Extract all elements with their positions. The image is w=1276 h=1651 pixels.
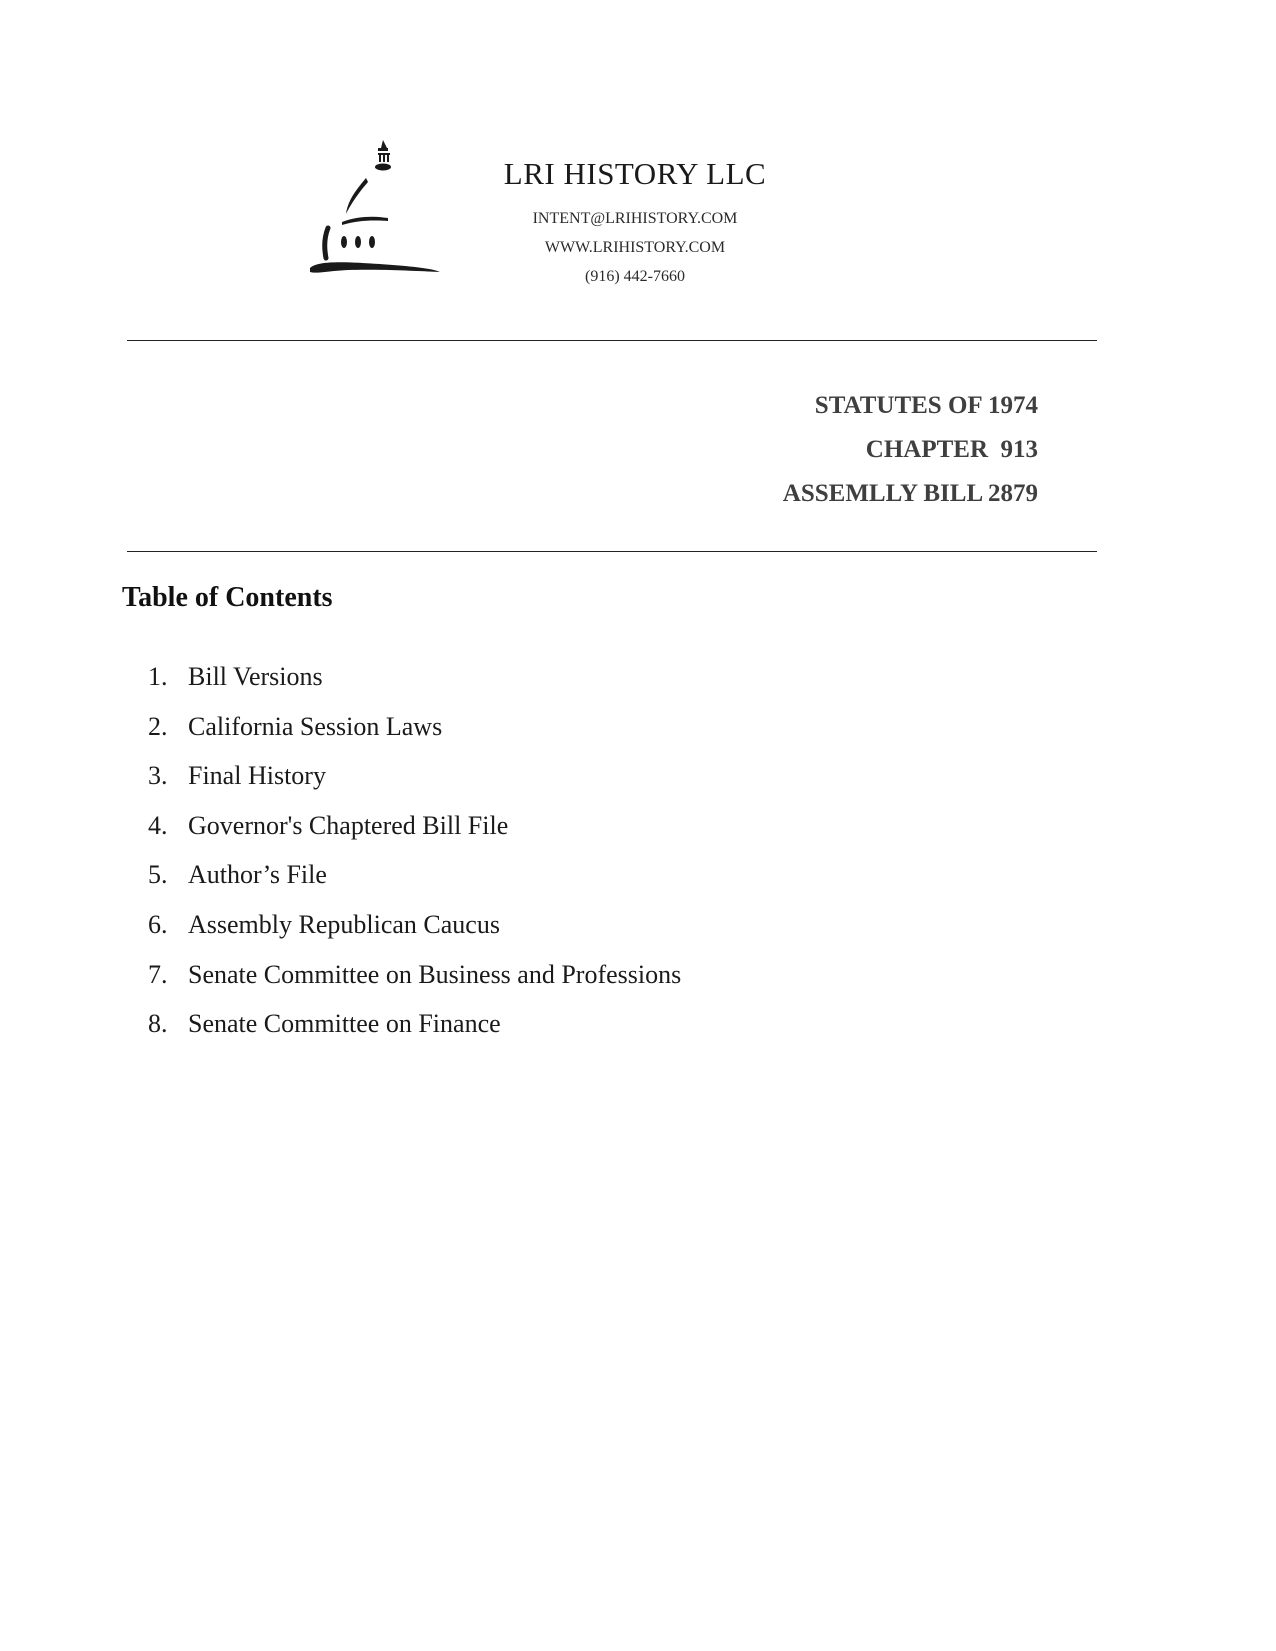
toc-item-number: 1.	[148, 662, 168, 691]
statute-divider	[127, 551, 1097, 552]
toc-item-label: Senate Committee on Finance	[188, 1009, 501, 1039]
toc-item-label: Bill Versions	[188, 662, 323, 691]
toc-item-label: Senate Committee on Business and Professions	[188, 959, 682, 989]
statute-block	[783, 384, 1038, 516]
toc-list	[148, 652, 681, 1049]
toc-item-label: Governor's Chaptered Bill File	[188, 810, 509, 840]
company-website: WWW.LRIHISTORY.COM	[544, 239, 726, 256]
toc-item-label: Final History	[188, 761, 326, 791]
company-name: LRI HISTORY LLC	[503, 156, 767, 191]
toc-item-number: 5.	[148, 860, 168, 890]
toc-item-number: 8.	[148, 1009, 168, 1039]
toc-item-number: 2.	[148, 711, 168, 741]
company-info	[470, 158, 800, 285]
toc-item	[148, 751, 681, 801]
toc-item-label: Assembly Republican Caucus	[188, 909, 500, 939]
toc-title: Table of Contents	[122, 582, 333, 613]
toc-item-label: California Session Laws	[188, 711, 443, 741]
toc-item-number: 7.	[148, 959, 168, 989]
toc-item	[148, 950, 681, 1000]
toc-item-number: 3.	[148, 761, 168, 791]
toc-item	[148, 652, 681, 702]
toc-item-number: 6.	[148, 909, 168, 939]
toc-item	[148, 801, 681, 851]
toc-item	[148, 702, 681, 752]
toc-item	[148, 900, 681, 950]
toc-item-label: Author’s File	[188, 860, 327, 890]
company-phone: (916) 442-7660	[585, 268, 685, 285]
statute-chapter: CHAPTER 913	[865, 436, 1038, 463]
header-divider	[127, 340, 1097, 341]
statute-year: STATUTES OF 1974	[814, 392, 1038, 419]
company-email: INTENT@LRIHISTORY.COM	[532, 210, 738, 227]
capitol-dome-icon	[308, 138, 450, 294]
toc-item-number: 4.	[148, 810, 168, 840]
toc-item	[148, 999, 681, 1049]
toc-item	[148, 850, 681, 900]
statute-bill: ASSEMLLY BILL 2879	[782, 480, 1038, 507]
